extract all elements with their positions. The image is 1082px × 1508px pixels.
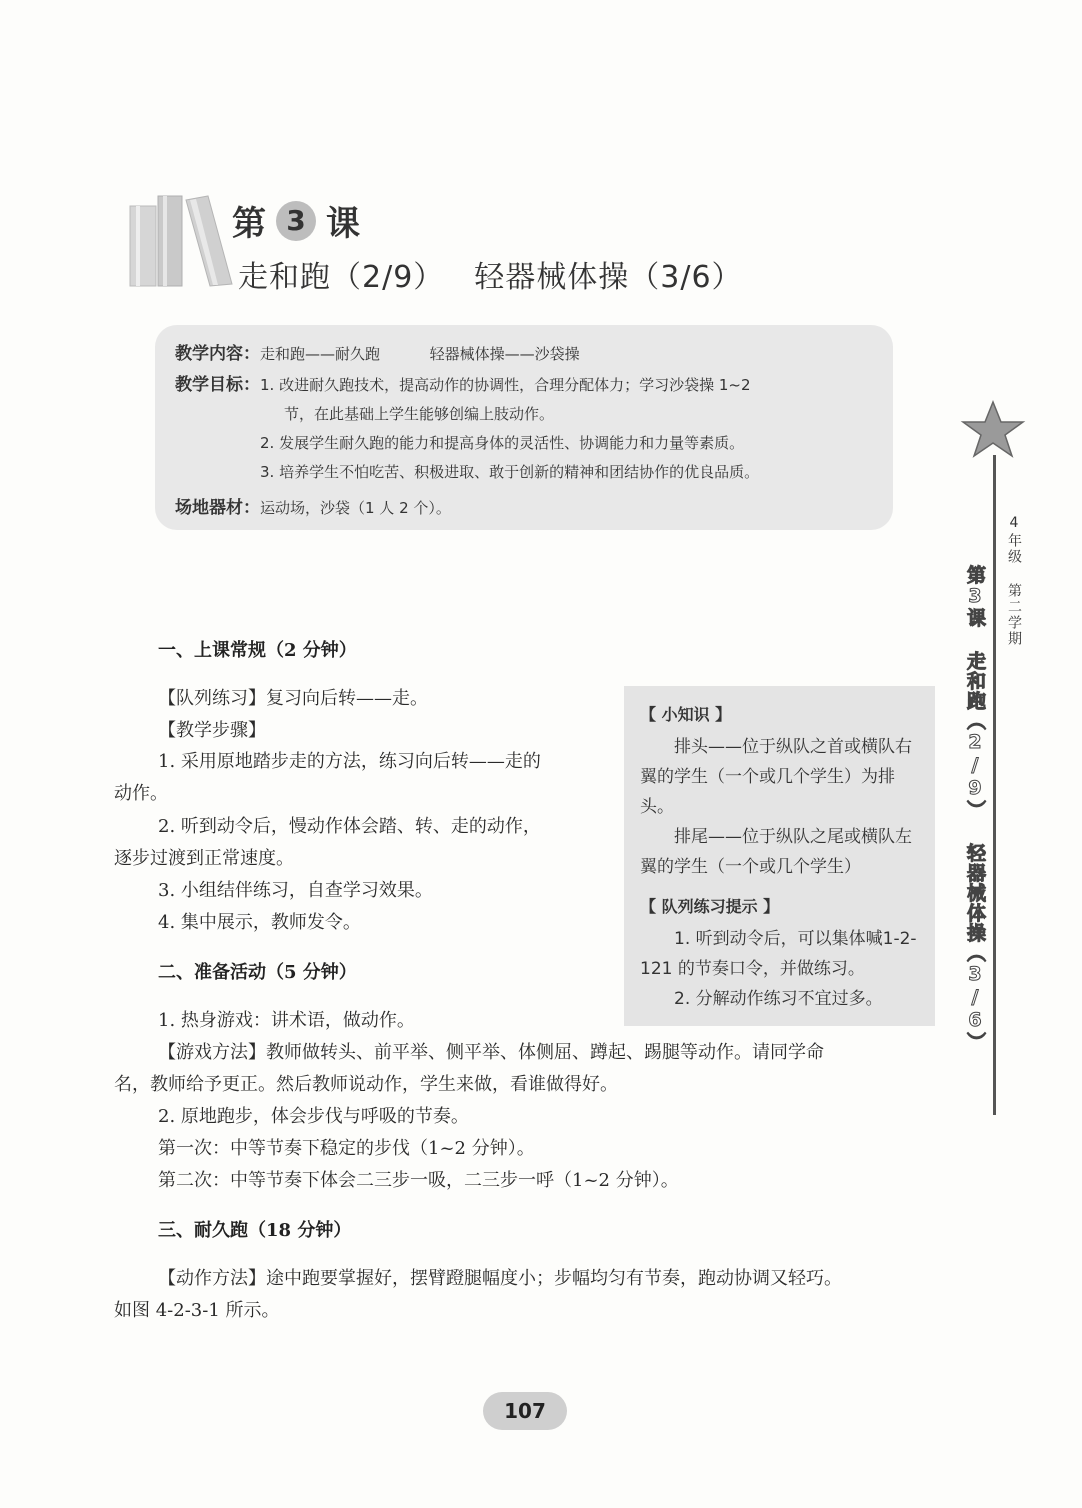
paragraph: 【动作方法】途中跑要掌握好，摆臂蹬腿幅度小；步幅均匀有节奏，跑动协调又轻巧。 [158, 1268, 842, 1289]
lesson-number-badge: 3 [276, 201, 316, 241]
step-text: 逐步过渡到正常速度。 [114, 848, 294, 869]
paragraph: 如图 4-2-3-1 所示。 [114, 1300, 280, 1321]
subtitle-part1: 走和跑（2/9） [238, 260, 445, 295]
steps-label: 【教学步骤】 [158, 720, 266, 741]
goal-item: 3. 培养学生不怕吃苦、积极进取、敢于创新的精神和团结协作的优良品质。 [260, 463, 760, 481]
step-text: 2. 听到动令后，慢动作体会踏、转、走的动作， [158, 816, 541, 837]
knowledge-heading: 【 小知识 】 [640, 705, 732, 724]
lesson-suffix: 课 [326, 204, 360, 244]
knowledge-text: 排尾——位于纵队之尾或横队左翼的学生（一个或几个学生） [640, 827, 912, 877]
teaching-content-row [175, 339, 873, 364]
page-number: 107 [483, 1392, 567, 1430]
side-grade-label: 4年级 第二学期 [1006, 515, 1022, 647]
teaching-goals-row [175, 370, 873, 487]
equipment-text: 运动场，沙袋（1 人 2 个）。 [260, 499, 451, 517]
paragraph: 第二次：中等节奏下体会二三步一吸，二三步一呼（1~2 分钟）。 [158, 1170, 679, 1191]
paragraph: 1. 热身游戏：讲术语，做动作。 [158, 1010, 415, 1031]
side-lesson-label: 第3课 走和跑（2/9） 轻器械体操（3/6） [964, 565, 986, 1052]
step-text: 4. 集中展示，教师发令。 [158, 912, 361, 933]
tips-sidebar-box [624, 686, 935, 1026]
side-divider [993, 455, 996, 1115]
goal-item: 2. 发展学生耐久跑的能力和提高身体的灵活性、协调能力和力量等素质。 [260, 434, 745, 452]
subtitle-part2: 轻器械体操（3/6） [474, 260, 743, 295]
goal-item: 1. 改进耐久跑技术，提高动作的协调性，合理分配体力；学习沙袋操 1~2 [260, 376, 751, 394]
step-text: 3. 小组结伴练习，自查学习效果。 [158, 880, 433, 901]
knowledge-text: 排头——位于纵队之首或横队右翼的学生（一个或几个学生）为排头。 [640, 737, 912, 817]
equipment-label: 场地器材： [175, 498, 260, 518]
teaching-goals-label: 教学目标： [175, 375, 260, 395]
lesson-info-box [155, 325, 893, 530]
paragraph: 名，教师给予更正。然后教师说动作，学生来做，看谁做得好。 [114, 1074, 618, 1095]
lesson-title [232, 196, 360, 245]
section-heading: 二、准备活动（5 分钟） [158, 962, 357, 983]
goal-item: 节，在此基础上学生能够创编上肢动作。 [284, 405, 555, 423]
paragraph: 第一次：中等节奏下稳定的步伐（1~2 分钟）。 [158, 1138, 535, 1159]
section-heading: 三、耐久跑（18 分钟） [158, 1220, 352, 1241]
section-heading: 一、上课常规（2 分钟） [158, 640, 357, 661]
drill-tip-text: 1. 听到动令后，可以集体喊1-2-121 的节奏口令，并做练习。 [640, 929, 917, 979]
drill-text: 【队列练习】复习向后转——走。 [158, 688, 428, 709]
drill-tip-text: 2. 分解动作练习不宜过多。 [674, 989, 883, 1009]
content-item: 轻器械体操——沙袋操 [429, 345, 580, 363]
content-item: 走和跑——耐久跑 [260, 345, 381, 363]
lesson-subtitle [238, 252, 743, 296]
paragraph: 2. 原地跑步，体会步伐与呼吸的节奏。 [158, 1106, 469, 1127]
equipment-row [175, 493, 873, 518]
books-illustration [128, 188, 238, 288]
paragraph: 【游戏方法】教师做转头、前平举、侧平举、体侧屈、蹲起、踢腿等动作。请同学命 [158, 1042, 824, 1063]
teaching-content-label: 教学内容： [175, 344, 260, 364]
step-text: 动作。 [114, 783, 168, 804]
step-text: 1. 采用原地踏步走的方法，练习向后转——走的 [158, 751, 541, 772]
drill-tips-heading: 【 队列练习提示 】 [640, 897, 780, 916]
lesson-prefix: 第 [232, 204, 266, 244]
